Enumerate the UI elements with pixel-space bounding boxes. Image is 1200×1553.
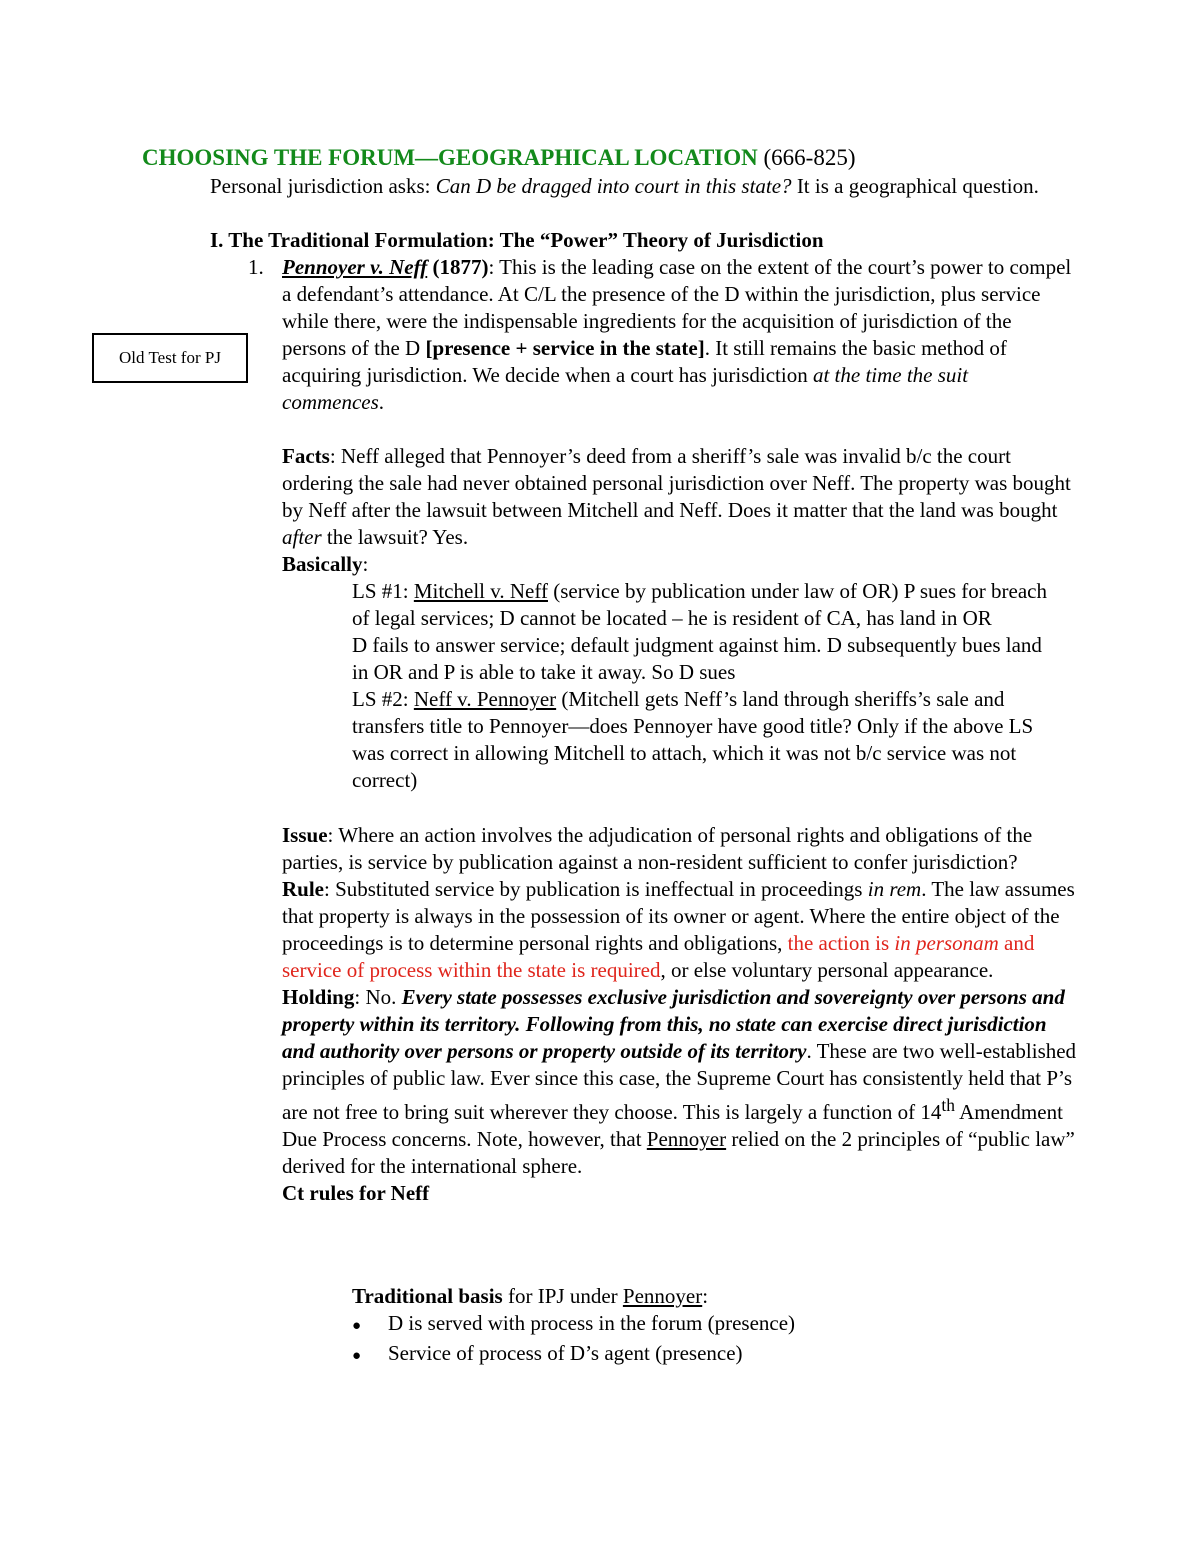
margin-note-label: Old Test for PJ xyxy=(119,348,221,367)
page-title xyxy=(142,143,855,173)
bullet-icon: ● xyxy=(352,1318,362,1334)
lawsuit-one-followup: D fails to answer service; default judgment against him. D subsequently bues land in OR and P is able to take it away. So D sues xyxy=(352,633,1042,684)
case-name: Pennoyer v. Neff xyxy=(282,255,428,279)
holding-label: Holding xyxy=(282,985,355,1009)
facts-paragraph: Facts: Neff alleged that Pennoyer’s deed from a sheriff’s sale was invalid b/c the court ordering the sale had never obtained personal jurisdiction over Neff. The property was bought by Neff after the lawsuit between Mitchell and Neff. Does it matter that the land was bought after the lawsuit? Yes. xyxy=(282,444,1071,549)
basis-bullet-list xyxy=(352,1310,1052,1370)
facts-label: Facts xyxy=(282,444,330,468)
list-item: ● D is served with process in the forum (presence) xyxy=(352,1310,1052,1340)
page-range: (666-825) xyxy=(763,145,856,170)
margin-note-box xyxy=(92,333,248,383)
case-intro: Pennoyer v. Neff (1877): This is the leading case on the extent of the court’s power to compel a defendant’s attendance. At C/L the presence of the D within the jurisdiction, plus service while there, were the indispensable ingredients for the acquisition of jurisdiction of the persons of the D [presence + service in the state]. It still remains the basic method of acquiring jurisdiction. We decide when a court has jurisdiction at the time the suit commences. xyxy=(282,255,1072,414)
list-item: ● Service of process of D’s agent (presence) xyxy=(352,1340,1052,1370)
rule-paragraph: Rule: Substituted service by publication is ineffectual in proceedings in rem. The law assumes that property is always in the possession of its owner or agent. Where the entire object of the proceedings is to determine personal rights and obligations, the action is in personam and service of process within the state is required, or else voluntary personal appearance. xyxy=(282,877,1075,982)
key-rule: [presence + service in the state] xyxy=(425,336,705,360)
traditional-basis-heading: Traditional basis for IPJ under Pennoyer: xyxy=(352,1284,709,1308)
intro-paragraph: Personal jurisdiction asks: Can D be dragged into court in this state? It is a geographical question. xyxy=(210,174,1039,198)
bullet-icon: ● xyxy=(352,1348,362,1364)
case-year: (1877) xyxy=(432,255,489,279)
ct-rules-heading: Ct rules for Neff xyxy=(282,1181,430,1205)
issue-label: Issue xyxy=(282,823,328,847)
title-text: CHOOSING THE FORUM—GEOGRAPHICAL LOCATION xyxy=(142,145,758,170)
holding-paragraph: Holding: No. Every state possesses exclusive jurisdiction and sovereignty over persons and property within its territory. Following from this, no state can exercise direct jurisdiction and authority over persons or property outside of its territory. These are two well-established principles of public law. Ever since this case, the Supreme Court has consistently held that P’s are not free to bring suit wherever they choose. This is largely a function of 14th Amendment Due Process concerns. Note, however, that Pennoyer relied on the 2 principles of “public law” derived for the international sphere. xyxy=(282,985,1077,1178)
basically-label: Basically: xyxy=(282,552,369,576)
section-heading: I. The Traditional Formulation: The “Power” Theory of Jurisdiction xyxy=(210,228,824,252)
case-list-number: 1. xyxy=(248,255,264,279)
intro-question: Can D be dragged into court in this state? xyxy=(435,174,792,198)
analysis-section xyxy=(282,822,1082,1207)
lawsuit-two: LS #2: Neff v. Pennoyer (Mitchell gets Neff’s land through sheriffs’s sale and transfers title to Pennoyer—does Pennoyer have good title? Only if the above LS was correct in allowing Mitchell to attach, which it was not b/c service was not correct) xyxy=(352,687,1034,792)
issue-paragraph: Issue: Where an action involves the adjudication of personal rights and obligations of the parties, is service by publication against a non-resident sufficient to confer jurisdiction? xyxy=(282,823,1033,874)
lawsuit-one: LS #1: Mitchell v. Neff (service by publication under law of OR) P sues for breach of legal services; D cannot be located – he is resident of CA, has land in OR xyxy=(352,579,1047,630)
lawsuit-list xyxy=(352,578,1062,794)
rule-label: Rule xyxy=(282,877,324,901)
case-body xyxy=(282,254,1072,578)
holding-principle: Every state possesses exclusive jurisdiction and sovereignty over persons and property within its territory. Following from this, no state can exercise direct jurisdiction and authority over persons or property outside of its territory xyxy=(282,985,1065,1063)
highlighted-rule: the action is in personam and service of process within the state is required xyxy=(282,931,1035,982)
